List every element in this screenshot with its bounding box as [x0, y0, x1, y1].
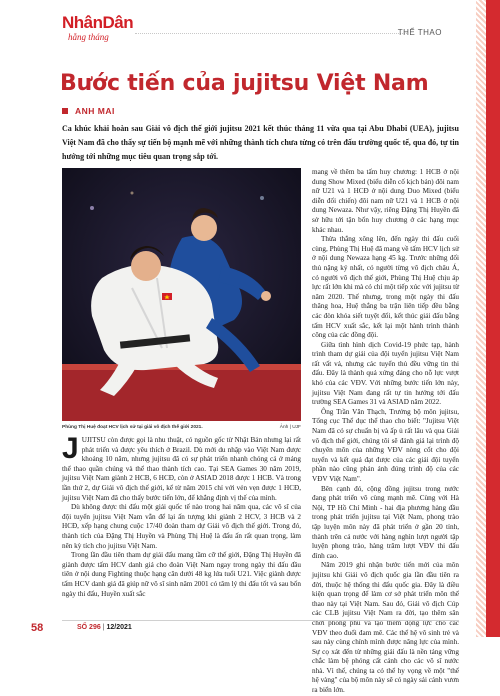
page-number: 58: [31, 622, 44, 634]
section-label: THỂ THAO: [397, 28, 442, 37]
paragraph: Thừa thắng xông lên, đến ngày thi đấu cuối cùng, Phùng Thị Huệ đã mang về tấm HCV lịch sử ở nội dung Newaza hạng 45 kg. Trước những đối thủ nặng ký nhất, có người từng vô địch châu Á, có người vô địch thế giới, Phùng Thị Huệ chịu áp lực rất lớn khi mà có chỉ một tiếp xúc với jujitsu từ năm 2020. Thế nhưng, trong một ngày thi đấu thăng hoa, Huệ thắng ba trận liên tiếp đều bằng các đòn khóa siết tuyệt đối, kết thúc giải đấu bằng tấm HCV xuất sắc, kết lại một hành trình thành công của các đồng đội.: [312, 235, 459, 340]
article-body-column-2: [312, 168, 459, 696]
paragraph: Năm 2019 ghi nhận bước tiến mới của môn jujitsu khi Giải vô địch quốc gia lần đầu tiên ra đời, thuộc hệ thống thi đấu quốc gia. Đây là điều kiện quan trọng để làm cơ sở phát triển môn thể thao này tại Việt Nam. Sau đó, Giải vô địch Cúp các CLB jujitsu Việt Nam ra đời, tạo thêm sân chơi phong phú và tạo thêm động lực cho các VĐV theo đuổi đam mê. Các thể hệ võ sinh trẻ và sau này cùng chính mình được nâng lực của mình. Sự cọ xát đến từ những giải đấu là nền tảng vững chắc làm bệ phóng cất cánh cho các võ sĩ nước nhà. Vì thế, chúng ta có thể hy vọng về một "thế hệ vàng" của bộ môn này sẽ có ngày sải cánh vươn ra biển lớn.: [312, 561, 459, 695]
photo-credit: Ảnh | UJF: [279, 425, 301, 430]
paragraph: Giữa tình hình dịch Covid-19 phức tạp, hành trình tham dự giải của đội tuyển jujitsu Việt Nam rất vất vả, nhưng các tuyển thủ đều vững tin thi đấu. Đây là thành quả xứng đáng cho nỗ lực vượt khó của các VĐV. Với những bước tiến lớn này, jujitsu Việt Nam đang rất tự tin hướng tới đấu trường SEA Games 31 và ASIAD năm 2022.: [312, 340, 459, 407]
edge-bar-decoration: [486, 0, 500, 637]
byline: [62, 106, 115, 116]
jujitsu-match-photo: [62, 168, 301, 421]
issue-number: SỐ 296: [77, 624, 101, 631]
masthead-subtitle: hằng tháng: [68, 32, 109, 42]
drop-cap: J: [62, 432, 79, 465]
photo-caption: [62, 425, 301, 430]
paragraph: Trong lần đầu tiên tham dự giải đấu mang tầm cỡ thế giới, Đặng Thị Huyền đã giành được tấm HCV danh giá cho đoàn Việt Nam ngay trong ngày thi đấu đầu tiên ở nội dung Fighting thuộc hạng cân dưới 48 kg lứa tuổi U21. Việc giành được tấm HCV danh giá đã giúp nữ võ sĩ sinh năm 2001 có tâm lý thi đấu tốt và sau bốn ngày thi đấu, Huyền xuất sắc: [62, 551, 301, 598]
article-photo: [62, 168, 301, 421]
caption-text: Phùng Thị Huệ đoạt HCV lịch sử tại giải vô địch thế giới 2021.: [62, 425, 203, 430]
article-lede: Ca khúc khải hoàn sau Giải vô địch thế giới jujitsu 2021 kết thúc tháng 11 vừa qua tại Abu Dhabi (UEA), jujitsu Việt Nam đã cho thấy sự tiến bộ mạnh mẽ với những thành tích chưa từng có trên đấu trường quốc tế, qua đó, tự tin hướng tới những mục tiêu quan trọng sắp tới.: [62, 124, 459, 161]
footer-divider: [62, 620, 459, 621]
paragraph: Bên cạnh đó, cộng đồng jujitsu trong nước đang phát triển vô cùng mạnh mẽ. Cùng với Hà Nội, TP Hồ Chí Minh - hai địa phương hàng đầu trong phát triển jujitsu tại Việt Nam, phong trào tập luyện môn này đã phát triển ở gần 20 tỉnh, thành trên cả nước với hàng nghìn lượt người tập luyện phong trào, hàng trăm lượt VĐV thi đấu đỉnh cao.: [312, 484, 459, 560]
issue-separator: |: [102, 624, 107, 631]
paragraph: JUJITSU còn được gọi là nhu thuật, có nguồn gốc từ Nhật Bản nhưng lại rất phát triển và được yêu thích ở Brazil. Dù mới du nhập vào Việt Nam được khoảng 10 năm, nhưng jujitsu đã có sự phát triển nhanh chóng cả ở mảng thể thao quần chúng và thể thao thành tích cao. Tại SEA Games 30 năm 2019, jujitsu Việt Nam giành 2 HCB, 6 HCĐ, còn ở ASIAD 2018 được 1 HCB. Và trong lần thứ 2, dự Giải vô địch thế giới, kể từ năm 2015 chỉ với vẻn vẹn được 1 HCĐ, jujitsu Việt Nam đã cho thấy bước tiến lớn, để khẳng định vị thế của mình.: [62, 432, 301, 502]
byline-marker-icon: [62, 108, 68, 114]
issue-date: 12/2021: [106, 624, 132, 631]
author-name: ANH MAI: [75, 106, 115, 116]
masthead-logo: [62, 13, 134, 50]
issue-info: [77, 624, 132, 631]
section-divider: [135, 33, 407, 34]
masthead-title: NhânDân: [62, 13, 134, 32]
article-headline: Bước tiến của jujitsu Việt Nam: [60, 71, 429, 96]
paragraph: mang về thêm ba tấm huy chương: 1 HCB ở nội dung Show Mixed (biểu diễn cố kịch bản) đôi nam nữ U21 và 1 HCĐ ở nội dung Duo Mixed (biểu diễn đối chiến) đôi nam nữ U21 và 1 HCB ở nội dung Newaza. Như vậy, riêng Đặng Thị Huyền đã sở hữu tới tận bốn huy chương ở các hạng mục khác nhau.: [312, 168, 459, 234]
edge-stripe-decoration: [476, 0, 486, 637]
paragraph: Dù không được thi đấu một giải quốc tế nào trong hai năm qua, các võ sĩ của đội tuyển jujitsu Việt Nam vẫn để lại ấn tượng khi giành 2 HCV, 3 HCB và 2 HCĐ, xếp hạng chung cuộc 17/40 đoàn tham dự Giải vô địch thế giới. Trong đó, thành tích của Đặng Thị Huyền và Phùng Thị Huệ là đấu ấn rất quan trọng, làm nên kỳ tích cho jujitsu Việt Nam.: [62, 503, 301, 550]
paragraph: Ông Trần Văn Thạch, Trưởng bộ môn jujitsu, Tổng cục Thể dục thể thao cho biết: "Jujitsu Việt Nam đã có sự chuẩn bị và ấp ủ rất lâu và qua Giải vô địch thế giới, chúng tôi sẽ đánh giá lại trình độ chuyên môn của những VĐV nòng cốt cho đội tuyển và kết quả đạt được của các giải đội tuyển phần nào cũng phản ánh đúng trình độ của các VĐV Việt Nam".: [312, 407, 459, 483]
article-body-column-1: [62, 432, 301, 599]
